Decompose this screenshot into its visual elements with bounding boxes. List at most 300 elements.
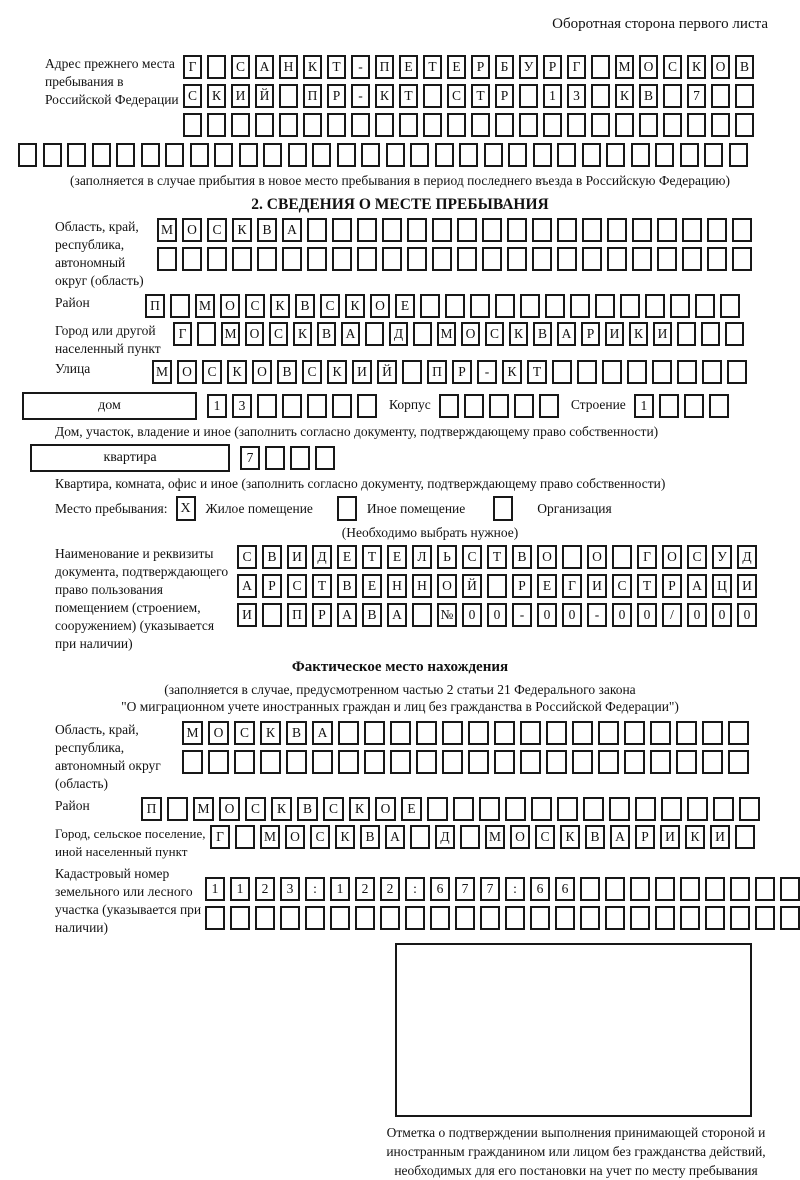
char-cell	[457, 218, 477, 242]
char-cell: М	[182, 721, 203, 745]
char-cell	[67, 143, 86, 167]
char-cell: С	[231, 55, 250, 79]
actual-location-note-1: (заполняется в случае, предусмотренном частью 2 статьи 21 Федерального закона	[164, 682, 636, 697]
char-cell: О	[437, 574, 457, 598]
char-cell	[170, 294, 190, 318]
char-cell: К	[207, 84, 226, 108]
char-cell	[680, 906, 700, 930]
char-cell	[410, 825, 430, 849]
char-cell	[416, 750, 437, 774]
korpus-label: Корпус	[389, 397, 431, 412]
char-cell: В	[286, 721, 307, 745]
char-cell	[430, 906, 450, 930]
city-label: Город или другой населенный пункт	[55, 323, 161, 356]
char-cell	[624, 750, 645, 774]
char-cell: :	[505, 877, 525, 901]
char-cell	[307, 218, 327, 242]
apartment-box-label: квартира	[30, 444, 230, 472]
house-row	[22, 392, 800, 420]
char-cell	[260, 750, 281, 774]
char-cell: Г	[173, 322, 192, 346]
char-cell	[577, 360, 597, 384]
char-cell: И	[237, 603, 257, 627]
char-cell	[729, 143, 748, 167]
char-cell	[514, 394, 534, 418]
char-cell: Е	[401, 797, 422, 821]
char-cell: Р	[662, 574, 682, 598]
char-cell	[307, 394, 327, 418]
char-cell	[713, 797, 734, 821]
char-cell: Й	[462, 574, 482, 598]
char-cell	[702, 750, 723, 774]
char-cell: -	[477, 360, 497, 384]
char-cell: К	[232, 218, 252, 242]
char-cell	[482, 247, 502, 271]
char-cell	[704, 143, 723, 167]
char-cell: С	[245, 294, 265, 318]
char-cell: Е	[447, 55, 466, 79]
char-cell	[631, 143, 650, 167]
region-rows	[157, 218, 752, 271]
char-cell: Г	[210, 825, 230, 849]
char-cell: 1	[207, 394, 227, 418]
char-cell: О	[285, 825, 305, 849]
char-cell	[92, 143, 111, 167]
char-cell	[167, 797, 188, 821]
char-cell: К	[375, 84, 394, 108]
char-cell	[205, 906, 225, 930]
char-cell: -	[587, 603, 607, 627]
char-cell: -	[512, 603, 532, 627]
char-cell	[207, 113, 226, 137]
char-cell	[382, 247, 402, 271]
char-cell: Р	[262, 574, 282, 598]
char-cell: Р	[581, 322, 600, 346]
char-cell	[455, 906, 475, 930]
char-cell	[677, 360, 697, 384]
char-cell: С	[202, 360, 222, 384]
char-cell	[457, 247, 477, 271]
char-cell	[380, 906, 400, 930]
stamp-area	[395, 943, 752, 1117]
char-cell	[630, 877, 650, 901]
char-cell: В	[585, 825, 605, 849]
char-cell: Д	[389, 322, 408, 346]
char-cell: О	[177, 360, 197, 384]
char-cell	[495, 113, 514, 137]
char-cell: В	[262, 545, 282, 569]
char-cell: М	[615, 55, 634, 79]
char-cell	[494, 721, 515, 745]
char-cell	[659, 394, 679, 418]
char-cell	[632, 218, 652, 242]
char-cell: 0	[562, 603, 582, 627]
char-cell	[460, 825, 480, 849]
char-cell	[416, 721, 437, 745]
char-cell	[687, 113, 706, 137]
char-cell	[265, 446, 285, 470]
char-cell	[330, 906, 350, 930]
char-cell	[720, 294, 740, 318]
char-cell	[728, 750, 749, 774]
char-cell	[591, 84, 610, 108]
char-cell	[709, 394, 729, 418]
char-cell	[495, 294, 515, 318]
char-cell: О	[711, 55, 730, 79]
char-cell	[332, 247, 352, 271]
char-cell	[676, 721, 697, 745]
char-cell: Г	[183, 55, 202, 79]
char-cell	[591, 55, 610, 79]
char-cell	[471, 113, 490, 137]
char-cell: В	[295, 294, 315, 318]
char-cell: В	[317, 322, 336, 346]
char-cell	[707, 247, 727, 271]
char-cell: О	[537, 545, 557, 569]
char-cell	[661, 797, 682, 821]
prev-address-row-1	[183, 55, 754, 79]
char-cell: А	[282, 218, 302, 242]
prev-address-block	[45, 55, 800, 137]
char-cell	[580, 906, 600, 930]
char-cell	[533, 143, 552, 167]
char-cell	[676, 750, 697, 774]
char-cell: П	[303, 84, 322, 108]
char-cell	[602, 360, 622, 384]
char-cell: С	[245, 797, 266, 821]
char-cell: 0	[487, 603, 507, 627]
char-cell	[470, 294, 490, 318]
prev-address-label: Адрес прежнего места пребывания в Российской Федерации	[45, 56, 179, 107]
char-cell	[338, 750, 359, 774]
char-cell	[650, 750, 671, 774]
document-row-1	[237, 545, 757, 569]
char-cell	[572, 721, 593, 745]
char-cell	[303, 113, 322, 137]
char-cell	[639, 113, 658, 137]
char-cell	[557, 143, 576, 167]
char-cell	[464, 394, 484, 418]
char-cell: О	[639, 55, 658, 79]
char-cell	[583, 797, 604, 821]
char-cell: В	[512, 545, 532, 569]
char-cell	[627, 360, 647, 384]
char-cell	[445, 294, 465, 318]
actual-region-label: Область, край, республика, автономный округ (область)	[55, 722, 161, 791]
char-cell	[557, 218, 577, 242]
char-cell: О	[510, 825, 530, 849]
char-cell	[520, 721, 541, 745]
char-cell	[423, 84, 442, 108]
char-cell: Н	[279, 55, 298, 79]
district-cells	[145, 294, 740, 318]
char-cell: М	[193, 797, 214, 821]
char-cell: К	[349, 797, 370, 821]
char-cell	[365, 322, 384, 346]
char-cell	[755, 906, 775, 930]
char-cell: Т	[487, 545, 507, 569]
char-cell: Г	[562, 574, 582, 598]
char-cell	[780, 877, 800, 901]
char-cell	[572, 750, 593, 774]
char-cell	[711, 113, 730, 137]
cadastral-rows	[205, 877, 800, 930]
char-cell	[598, 750, 619, 774]
char-cell: №	[437, 603, 457, 627]
char-cell: В	[639, 84, 658, 108]
char-cell	[487, 574, 507, 598]
document-rows	[237, 545, 757, 627]
char-cell	[315, 446, 335, 470]
char-cell	[705, 877, 725, 901]
apartment-row	[30, 444, 800, 472]
char-cell: В	[360, 825, 380, 849]
korpus-cells	[439, 394, 559, 418]
char-cell: 0	[462, 603, 482, 627]
street-row	[55, 360, 800, 384]
char-cell	[479, 797, 500, 821]
char-cell	[735, 825, 755, 849]
char-cell	[655, 906, 675, 930]
char-cell: 3	[280, 877, 300, 901]
char-cell	[338, 721, 359, 745]
char-cell	[728, 721, 749, 745]
char-cell	[413, 322, 432, 346]
char-cell: К	[560, 825, 580, 849]
char-cell: А	[387, 603, 407, 627]
char-cell	[663, 84, 682, 108]
char-cell	[735, 113, 754, 137]
actual-district-cells	[141, 797, 760, 821]
char-cell: В	[297, 797, 318, 821]
char-cell: М	[195, 294, 215, 318]
char-cell	[197, 322, 216, 346]
char-cell	[442, 750, 463, 774]
char-cell	[307, 247, 327, 271]
char-cell: С	[447, 84, 466, 108]
char-cell	[407, 218, 427, 242]
char-cell: И	[587, 574, 607, 598]
char-cell: Р	[471, 55, 490, 79]
char-cell: А	[687, 574, 707, 598]
char-cell	[670, 294, 690, 318]
char-cell	[263, 143, 282, 167]
actual-city-row	[55, 825, 800, 861]
char-cell: А	[337, 603, 357, 627]
char-cell: К	[615, 84, 634, 108]
page-corner-note: Оборотная сторона первого листа	[552, 16, 768, 32]
char-cell	[663, 113, 682, 137]
char-cell	[435, 143, 454, 167]
char-cell	[701, 322, 720, 346]
char-cell	[239, 143, 258, 167]
char-cell: О	[375, 797, 396, 821]
char-cell: О	[208, 721, 229, 745]
char-cell: :	[405, 877, 425, 901]
char-cell: С	[237, 545, 257, 569]
char-cell	[459, 143, 478, 167]
char-cell: С	[687, 545, 707, 569]
char-cell	[507, 218, 527, 242]
char-cell: Е	[399, 55, 418, 79]
char-cell: К	[327, 360, 347, 384]
char-cell: В	[337, 574, 357, 598]
char-cell: 0	[712, 603, 732, 627]
char-cell	[361, 143, 380, 167]
char-cell	[165, 143, 184, 167]
char-cell: 6	[555, 877, 575, 901]
document-block	[55, 545, 800, 653]
document-label: Наименование и реквизиты документа, подтверждающего право пользования помещением (строением, сооружением) (указывается при наличии)	[55, 546, 229, 651]
char-cell: О	[662, 545, 682, 569]
char-cell	[157, 247, 177, 271]
char-cell: Е	[387, 545, 407, 569]
stay-type-option-organization: Организация	[537, 501, 612, 516]
char-cell: А	[610, 825, 630, 849]
char-cell	[282, 394, 302, 418]
char-cell: И	[660, 825, 680, 849]
char-cell: У	[712, 545, 732, 569]
char-cell	[532, 247, 552, 271]
char-cell: П	[145, 294, 165, 318]
cadastral-label: Кадастровый номер земельного или лесного участка (указывается при наличии)	[55, 866, 202, 935]
char-cell	[116, 143, 135, 167]
char-cell: П	[287, 603, 307, 627]
char-cell	[520, 294, 540, 318]
stay-type-checkbox-residential: X	[176, 496, 196, 521]
char-cell	[355, 906, 375, 930]
city-row	[55, 322, 800, 358]
char-cell: О	[219, 797, 240, 821]
char-cell: С	[320, 294, 340, 318]
char-cell: 2	[255, 877, 275, 901]
char-cell	[282, 247, 302, 271]
char-cell	[632, 247, 652, 271]
char-cell	[684, 394, 704, 418]
char-cell	[399, 113, 418, 137]
char-cell	[423, 113, 442, 137]
region-row-2	[157, 247, 752, 271]
char-cell: С	[302, 360, 322, 384]
char-cell	[207, 55, 226, 79]
char-cell	[520, 750, 541, 774]
char-cell	[562, 545, 582, 569]
char-cell: Т	[327, 55, 346, 79]
char-cell	[730, 906, 750, 930]
char-cell	[43, 143, 62, 167]
char-cell: -	[351, 55, 370, 79]
actual-location-note-2: "О миграционном учете иностранных граждан и лиц без гражданства в Российской Федерации")	[121, 699, 679, 714]
char-cell	[702, 360, 722, 384]
actual-region-block	[55, 721, 800, 793]
char-cell: И	[605, 322, 624, 346]
char-cell	[442, 721, 463, 745]
char-cell	[207, 247, 227, 271]
char-cell: Т	[362, 545, 382, 569]
char-cell	[732, 218, 752, 242]
apartment-cells	[240, 446, 335, 470]
char-cell	[286, 750, 307, 774]
char-cell: 3	[567, 84, 586, 108]
char-cell: Е	[362, 574, 382, 598]
cadastral-row-1	[205, 877, 800, 901]
prev-address-row-3	[183, 113, 754, 137]
actual-city-label: Город, сельское поселение, иной населенный пункт	[55, 826, 206, 859]
char-cell: 0	[537, 603, 557, 627]
prev-address-row-2	[183, 84, 754, 108]
char-cell: Т	[399, 84, 418, 108]
char-cell	[595, 294, 615, 318]
char-cell: С	[234, 721, 255, 745]
char-cell	[290, 446, 310, 470]
char-cell	[453, 797, 474, 821]
char-cell	[357, 218, 377, 242]
char-cell	[645, 294, 665, 318]
char-cell: А	[237, 574, 257, 598]
char-cell: Л	[412, 545, 432, 569]
char-cell	[332, 394, 352, 418]
street-cells	[152, 360, 747, 384]
char-cell: И	[231, 84, 250, 108]
char-cell: Т	[527, 360, 547, 384]
char-cell	[234, 750, 255, 774]
char-cell	[557, 247, 577, 271]
char-cell: С	[269, 322, 288, 346]
char-cell	[489, 394, 509, 418]
char-cell	[702, 721, 723, 745]
char-cell: Е	[395, 294, 415, 318]
char-cell	[405, 906, 425, 930]
char-cell	[351, 113, 370, 137]
char-cell: Н	[412, 574, 432, 598]
char-cell	[624, 721, 645, 745]
char-cell: Д	[435, 825, 455, 849]
document-row-3	[237, 603, 757, 627]
char-cell	[591, 113, 610, 137]
char-cell	[711, 84, 730, 108]
char-cell: 1	[330, 877, 350, 901]
char-cell: :	[305, 877, 325, 901]
char-cell: 6	[430, 877, 450, 901]
char-cell: П	[375, 55, 394, 79]
region-row-1	[157, 218, 752, 242]
char-cell	[255, 113, 274, 137]
char-cell	[432, 247, 452, 271]
char-cell	[582, 143, 601, 167]
char-cell: 2	[380, 877, 400, 901]
char-cell: Р	[312, 603, 332, 627]
char-cell: С	[612, 574, 632, 598]
char-cell	[182, 750, 203, 774]
char-cell	[412, 603, 432, 627]
char-cell: Р	[635, 825, 655, 849]
char-cell: 0	[687, 603, 707, 627]
char-cell	[657, 218, 677, 242]
char-cell	[327, 113, 346, 137]
char-cell	[337, 143, 356, 167]
prev-address-rows	[183, 55, 754, 137]
char-cell: 2	[355, 877, 375, 901]
char-cell: Б	[495, 55, 514, 79]
char-cell	[605, 877, 625, 901]
char-cell	[730, 877, 750, 901]
char-cell: М	[157, 218, 177, 242]
char-cell	[312, 750, 333, 774]
char-cell: И	[737, 574, 757, 598]
char-cell	[531, 797, 552, 821]
char-cell: С	[310, 825, 330, 849]
char-cell	[567, 113, 586, 137]
